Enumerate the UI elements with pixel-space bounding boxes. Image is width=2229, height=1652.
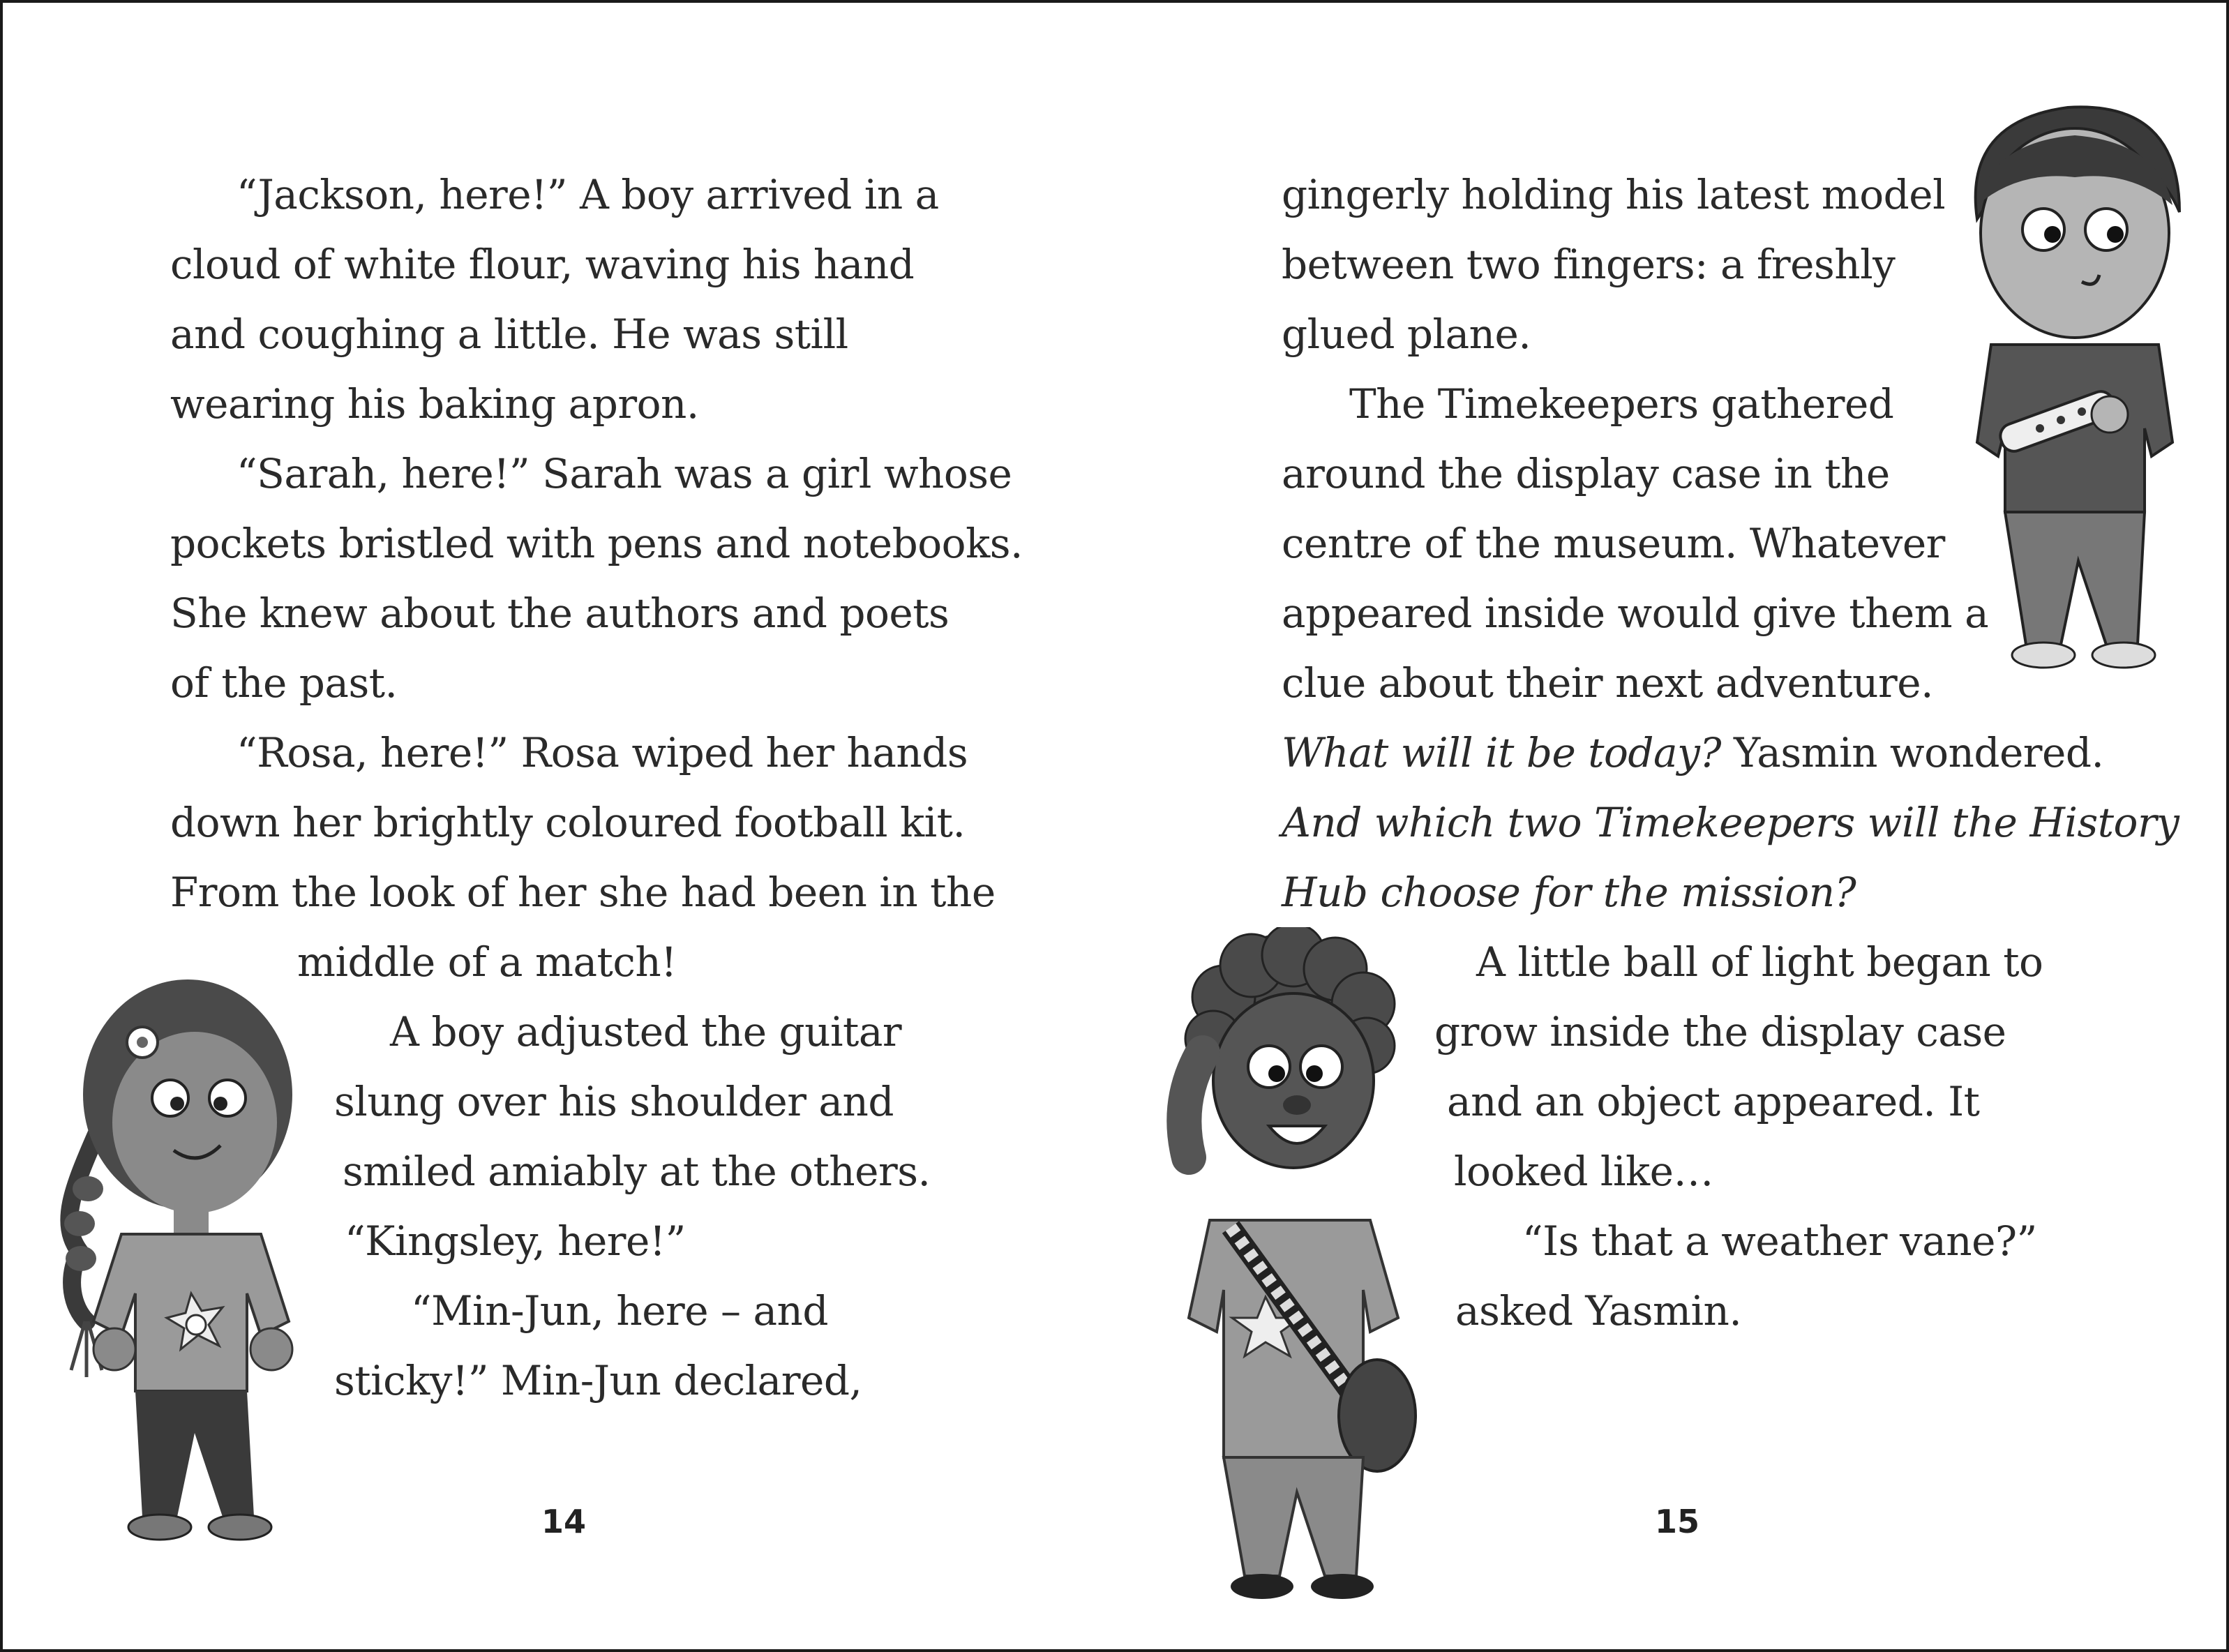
- text-line: of the past.: [170, 659, 398, 707]
- text-line: and coughing a little. He was still: [170, 310, 848, 358]
- text-line: around the display case in the: [1282, 450, 1890, 497]
- text-line: [1282, 729, 2104, 776]
- text-line: asked Yasmin.: [1455, 1287, 1742, 1335]
- text-line: “Sarah, here!” Sarah was a girl whose: [237, 450, 1012, 497]
- text-line-italic: And which two Timekeepers will the History: [1282, 799, 2179, 846]
- text-line: gingerly holding his latest model: [1282, 171, 1946, 218]
- text-line: “Jackson, here!” A boy arrived in a: [237, 171, 939, 218]
- text-line: “Is that a weather vane?”: [1522, 1217, 2037, 1265]
- text-line: grow inside the display case: [1434, 1008, 2006, 1056]
- text-line: wearing his baking apron.: [170, 380, 699, 428]
- text-line: “Rosa, here!” Rosa wiped her hands: [237, 729, 968, 776]
- rosa-illustration: [31, 959, 338, 1552]
- text-line: clue about their next adventure.: [1282, 659, 1934, 707]
- text-line-italic: Hub choose for the mission?: [1282, 869, 1856, 916]
- text-line: looked like…: [1454, 1148, 1713, 1195]
- text-line: From the look of her she had been in the: [170, 869, 996, 916]
- text-line: The Timekeepers gathered: [1349, 380, 1894, 428]
- page-number-right: 15: [1655, 1503, 1700, 1540]
- text-line: A boy adjusted the guitar: [390, 1008, 902, 1056]
- text-line: between two fingers: a freshly: [1282, 241, 1896, 288]
- italic-thought: What will it be today?: [1282, 729, 1722, 776]
- text-line: middle of a match!: [297, 938, 677, 986]
- text-line: smiled amiably at the others.: [343, 1148, 931, 1195]
- text-line: pockets bristled with pens and notebooks.: [170, 520, 1023, 567]
- page-number-left: 14: [541, 1503, 587, 1540]
- text-line: sticky!” Min-Jun declared,: [334, 1357, 862, 1404]
- text-line: down her brightly coloured football kit.: [170, 799, 966, 846]
- min-jun-illustration: [1949, 80, 2200, 686]
- text-line: “Kingsley, here!”: [345, 1217, 686, 1265]
- text-line: cloud of white flour, waving his hand: [170, 241, 915, 288]
- text-line: centre of the museum. Whatever: [1282, 520, 1945, 567]
- text-line: glued plane.: [1282, 310, 1531, 358]
- kingsley-illustration: [1147, 927, 1426, 1618]
- text-line: A little ball of light began to: [1476, 938, 2043, 986]
- text-line: “Min-Jun, here – and: [411, 1287, 829, 1335]
- text-line: appeared inside would give them a: [1282, 590, 1989, 637]
- text-line: She knew about the authors and poets: [170, 590, 950, 637]
- text-line: slung over his shoulder and: [334, 1078, 894, 1125]
- text-line: and an object appeared. It: [1447, 1078, 1980, 1125]
- text-fragment: Yasmin wondered.: [1733, 729, 2104, 776]
